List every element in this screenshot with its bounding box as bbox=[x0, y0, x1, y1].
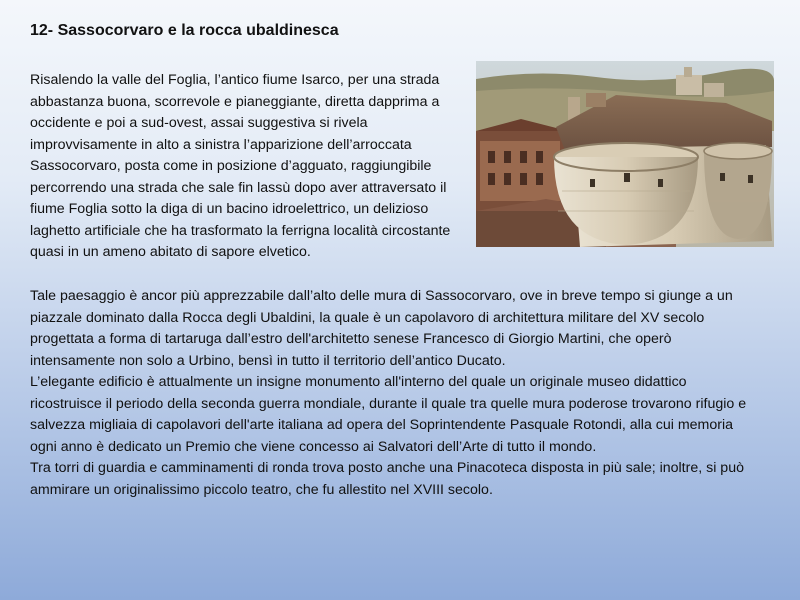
body-paragraph: L’elegante edificio è attualmente un insigne monumento all'interno del quale un originale museo didattico ricostruisce il periodo della seconda guerra mondiale, durante il quale tra quelle mura poderose trovarono rifugio e salvezza migliaia di capolavori dell'arte italiana ad opera del Soprintendente Pasquale Rotondi, alla cui memoria ogni anno è dedicato un Premio che viene concesso ai Salvatori dell’Arte di tutto il mondo. bbox=[30, 374, 747, 455]
intro-text bbox=[30, 70, 460, 264]
slide-title: 12- Sassocorvaro e la rocca ubaldinesca bbox=[30, 22, 339, 39]
body-text bbox=[30, 286, 750, 501]
intro-paragraph: Risalendo la valle del Foglia, l’antico fiume Isarco, per una strada abbastanza buona, scorrevole e pianeggiante, diretta dapprima a occidente e poi a sud-ovest, assai suggestiva si rivela improvvisamente in alto a sinistra l’apparizione dell’arroccata Sassocorvaro, posta come in posizione d’agguato, raggiungibile percorrendo una strada che sale fin lassù dopo aver attraversato il fiume Foglia sotto la diga di un bacino idroelettrico, un delizioso laghetto artificiale che ha trasformato la ferrigna località circostante quasi in un ameno abitato di sapore elvetico. bbox=[30, 72, 451, 260]
body-paragraph: Tra torri di guardia e camminamenti di ronda trova posto anche una Pinacoteca disposta in più sale; inoltre, si può ammirare un originalissimo piccolo teatro, che fu allestito nel XVIII secolo. bbox=[30, 460, 744, 498]
rocca-ubaldinesca-photo bbox=[476, 61, 774, 247]
body-paragraph: Tale paesaggio è ancor più apprezzabile dall’alto delle mura di Sassocorvaro, ove in breve tempo si giunge a un piazzale dominato dalla Rocca degli Ubaldini, la quale è un capolavoro di architettura militare del XV secolo progettata a forma di tartaruga dall’estro dell'architetto senese Francesco di Giorgio Martini, che operò intensamente non solo a Urbino, bensì in tutto il territorio dell’antico Ducato. bbox=[30, 288, 733, 369]
